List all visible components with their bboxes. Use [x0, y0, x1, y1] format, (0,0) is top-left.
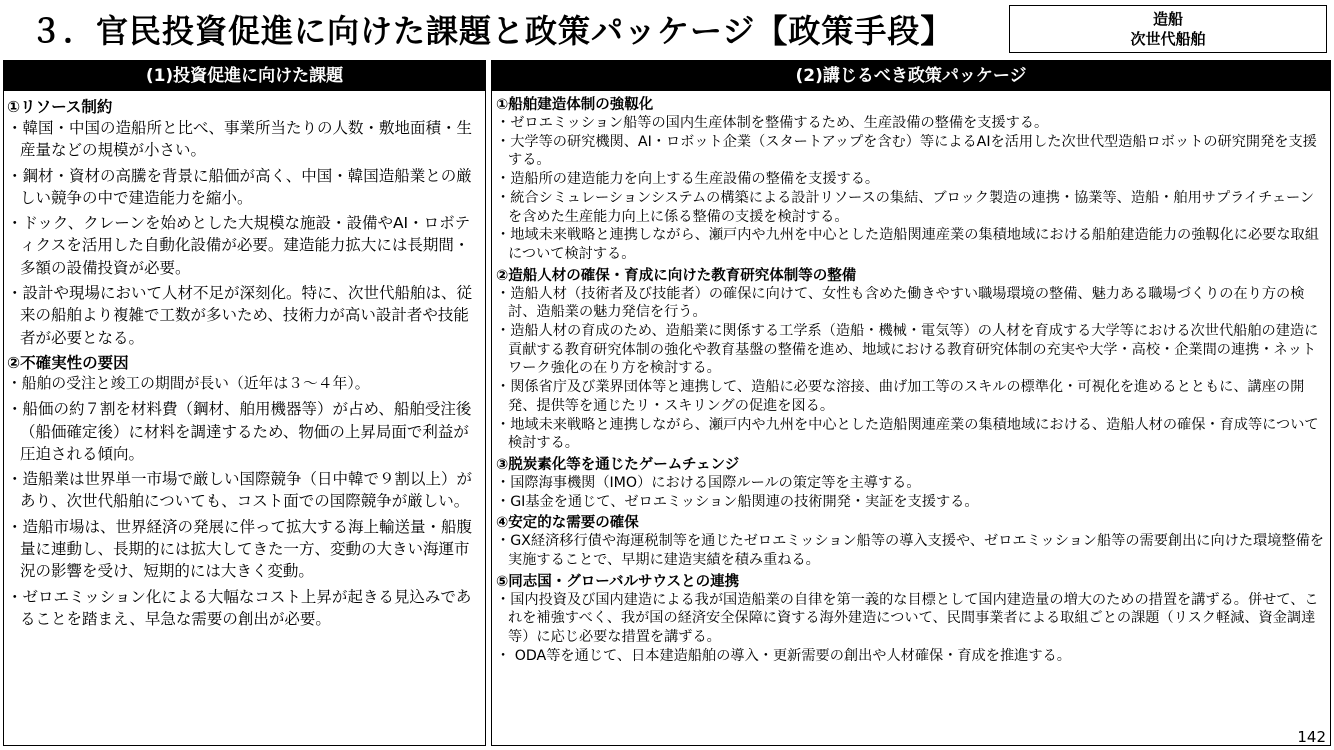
- issues-panel-content: [4, 91, 485, 630]
- policy-item: ・国内投資及び国内建造による我が国造船業の自律を第一義的な目標として国内建造量の増大のための措置を講ずる。併せて、これを補強すべく、我が国の経済安全保障に資する海外建造について、民間事業者による取組ごとの課題（リスク軽減、資金調達等）に応じ必要な措置を講ずる。: [496, 591, 1319, 646]
- policy-section-heading: ②造船人材の確保・育成に向けた教育研究体制等の整備: [496, 267, 857, 284]
- policy-item: ・ ODA等を通じて、日本建造船舶の導入・更新需要の創出や人材確保・育成を推進する。: [496, 647, 1071, 664]
- policy-section: [496, 514, 1327, 569]
- issue-item: ・造船市場は、世界経済の発展に伴って拡大する海上輸送量・船腹量に連動し、長期的には拡大してきた一方、変動の大きい海運市況の影響を受け、短期的には大きく変動。: [7, 517, 473, 581]
- issue-item: ・ゼロエミッション化による大幅なコスト上昇が起きる見込みであることを踏まえ、早急な需要の創出が必要。: [7, 587, 472, 628]
- issue-section-heading: ①リソース制約: [7, 98, 113, 116]
- page-number: 142: [1297, 728, 1326, 746]
- issue-item: ・韓国・中国の造船所と比べ、事業所当たりの人数・敷地面積・生産量などの規模が小さい。: [7, 119, 473, 160]
- policy-item: ・統合シミュレーションシステムの構築による設計リソースの集結、ブロック製造の連携・協業等、造船・舶用サプライチェーンを含めた生産能力向上に係る整備の支援を検討する。: [496, 189, 1315, 225]
- policy-item: ・造船人材（技術者及び技能者）の確保に向けて、女性も含めた働きやすい職場環境の整備、魅力ある職場づくりの在り方の検討、造船業の魅力発信を行う。: [496, 285, 1305, 321]
- issue-item: ・設計や現場において人材不足が深刻化。特に、次世代船舶は、従来の船舶より複雑で工数が多いため、技術力が高い設計者や技能者が必要となる。: [7, 284, 473, 347]
- policy-section: [496, 267, 1327, 453]
- policy-item: ・造船人材の育成のため、造船業に関係する工学系（造船・機械・電気等）の人材を育成する大学等における次世代船舶の建造に貢献する教育研究体制の強化や教育基盤の整備を進め、地域における教育研究体制の充実や大学・高校・企業間の連携・ネットワーク強化の在り方を検討する。: [496, 323, 1319, 377]
- policy-item: ・ゼロエミッション船等の国内生産体制を整備するため、生産設備の整備を支援する。: [496, 115, 1049, 131]
- issues-panel-header: (1)投資促進に向けた課題: [4, 61, 485, 91]
- issue-section-heading: ②不確実性の要因: [7, 353, 129, 372]
- policy-item: ・地域未来戦略と連携しながら、瀬戸内や九州を中心とした造船関連産業の集積地域における船舶建造能力の強靱化に必要な取組について検討する。: [496, 227, 1319, 262]
- policy-item: ・造船所の建造能力を向上する生産設備の整備を支援する。: [496, 171, 880, 188]
- issue-item: ・造船業は世界単一市場で厳しい国際競争（日中韓で９割以上）があり、次世代船舶についても、コスト面での国際競争が厳しい。: [7, 470, 473, 511]
- policy-section: [496, 96, 1327, 264]
- issue-section: [7, 97, 479, 349]
- category-tag-primary: 造船: [1152, 10, 1183, 28]
- policy-section-heading: ①船舶建造体制の強靱化: [496, 97, 654, 113]
- issue-item: ・鋼材・資材の高騰を背景に船価が高く、中国・韓国造船業との厳しい競争の中で建造能力を縮小。: [7, 166, 472, 207]
- issues-panel: [3, 60, 486, 746]
- policy-section-heading: ③脱炭素化等を通じたゲームチェンジ: [496, 456, 740, 473]
- policy-section: [496, 573, 1327, 666]
- issue-item: ・船価の約７割を材料費（鋼材、舶用機器等）が占め、船舶受注後（船価確定後）に材料を調達するため、物価の上昇局面で利益が圧迫される傾向。: [7, 400, 472, 463]
- policy-item: ・GI基金を通じて、ゼロエミッション船関連の技術開発・実証を支援する。: [496, 493, 979, 510]
- policy-item: ・国際海事機関（IMO）における国際ルールの策定等を主導する。: [496, 474, 921, 491]
- policy-panel-header: (2)講じるべき政策パッケージ: [492, 61, 1330, 91]
- policy-section-heading: ④安定的な需要の確保: [496, 515, 639, 532]
- category-tag-secondary: 次世代船舶: [1130, 30, 1206, 48]
- policy-item: ・関係省庁及び業界団体等と連携して、造船に必要な溶接、曲げ加工等のスキルの標準化・可視化を進めるとともに、講座の開発、提供等を通じたリ・スキリングの促進を図る。: [496, 379, 1305, 414]
- issue-item: ・ドック、クレーンを始めとした大規模な施設・設備やAI・ロボティクスを活用した自動化設備が必要。建造能力拡大には長期間・多額の設備投資が必要。: [7, 214, 471, 277]
- policy-panel: [491, 60, 1331, 746]
- policy-item: ・大学等の研究機関、AI・ロボット企業（スタートアップを含む）等によるAIを活用した次世代型造船ロボットの研究開発を支援する。: [496, 133, 1317, 169]
- issue-section: [7, 353, 479, 630]
- policy-item: ・地域未来戦略と連携しながら、瀬戸内や九州を中心とした造船関連産業の集積地域における、造船人材の確保・育成等について検討する。: [496, 416, 1319, 452]
- category-tag-box: [1009, 5, 1327, 53]
- policy-section: [496, 456, 1327, 511]
- policy-panel-content: [492, 91, 1330, 666]
- policy-section-heading: ⑤同志国・グローバルサウスとの連携: [496, 573, 740, 590]
- policy-item: ・GX経済移行債や海運税制等を通じたゼロエミッション船等の導入支援や、ゼロエミッション船等の需要創出に向けた環境整備を実施することで、早期に建造実績を積み重ねる。: [496, 533, 1324, 569]
- page-title: ３．官民投資促進に向けた課題と政策パッケージ【政策手段】: [30, 12, 954, 50]
- issue-item: ・船舶の受注と竣工の期間が長い（近年は３～４年）。: [7, 374, 370, 392]
